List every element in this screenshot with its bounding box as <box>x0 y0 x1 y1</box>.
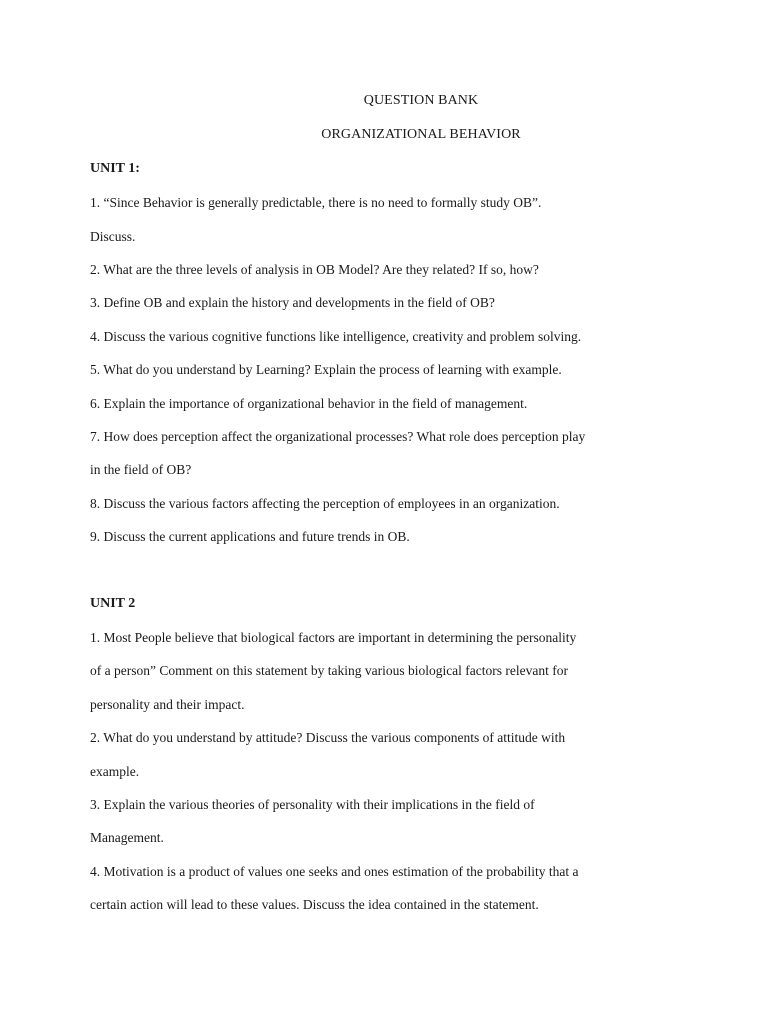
unit2-line: 2. What do you understand by attitude? Discuss the various components of attitude with <box>90 730 566 745</box>
unit2-line: 3. Explain the various theories of personality with their implications in the field of <box>90 797 535 812</box>
unit1-line: 3. Define OB and explain the history and developments in the field of OB? <box>90 295 495 310</box>
unit1-line: 5. What do you understand by Learning? Explain the process of learning with example. <box>90 362 562 377</box>
unit2-line: personality and their impact. <box>90 697 245 712</box>
unit1-line: Discuss. <box>90 229 136 244</box>
unit1-line: in the field of OB? <box>90 462 192 477</box>
unit2-line: Management. <box>90 830 164 845</box>
unit1-heading: UNIT 1: <box>90 161 140 176</box>
unit1-line: 6. Explain the importance of organizational behavior in the field of management. <box>90 396 528 411</box>
unit2-line: example. <box>90 764 140 779</box>
document-title: QUESTION BANK <box>363 93 479 108</box>
unit2-line: certain action will lead to these values. Discuss the idea contained in the statement. <box>90 897 539 912</box>
unit2-heading: UNIT 2 <box>90 596 136 611</box>
unit1-line: 7. How does perception affect the organizational processes? What role does perception play <box>90 429 586 444</box>
unit1-line: 9. Discuss the current applications and future trends in OB. <box>90 529 410 544</box>
unit1-line: 8. Discuss the various factors affecting the perception of employees in an organization. <box>90 496 560 511</box>
unit1-line: 4. Discuss the various cognitive functions like intelligence, creativity and problem solving. <box>90 329 582 344</box>
unit1-line: 2. What are the three levels of analysis in OB Model? Are they related? If so, how? <box>90 262 539 277</box>
unit2-line: 4. Motivation is a product of values one seeks and ones estimation of the probability that a <box>90 864 579 879</box>
document-subtitle: ORGANIZATIONAL BEHAVIOR <box>321 127 521 142</box>
unit2-line: of a person” Comment on this statement by taking various biological factors relevant for <box>90 663 568 678</box>
unit2-line: 1. Most People believe that biological factors are important in determining the personality <box>90 630 577 645</box>
unit1-line: 1. “Since Behavior is generally predictable, there is no need to formally study OB”. <box>90 195 542 210</box>
